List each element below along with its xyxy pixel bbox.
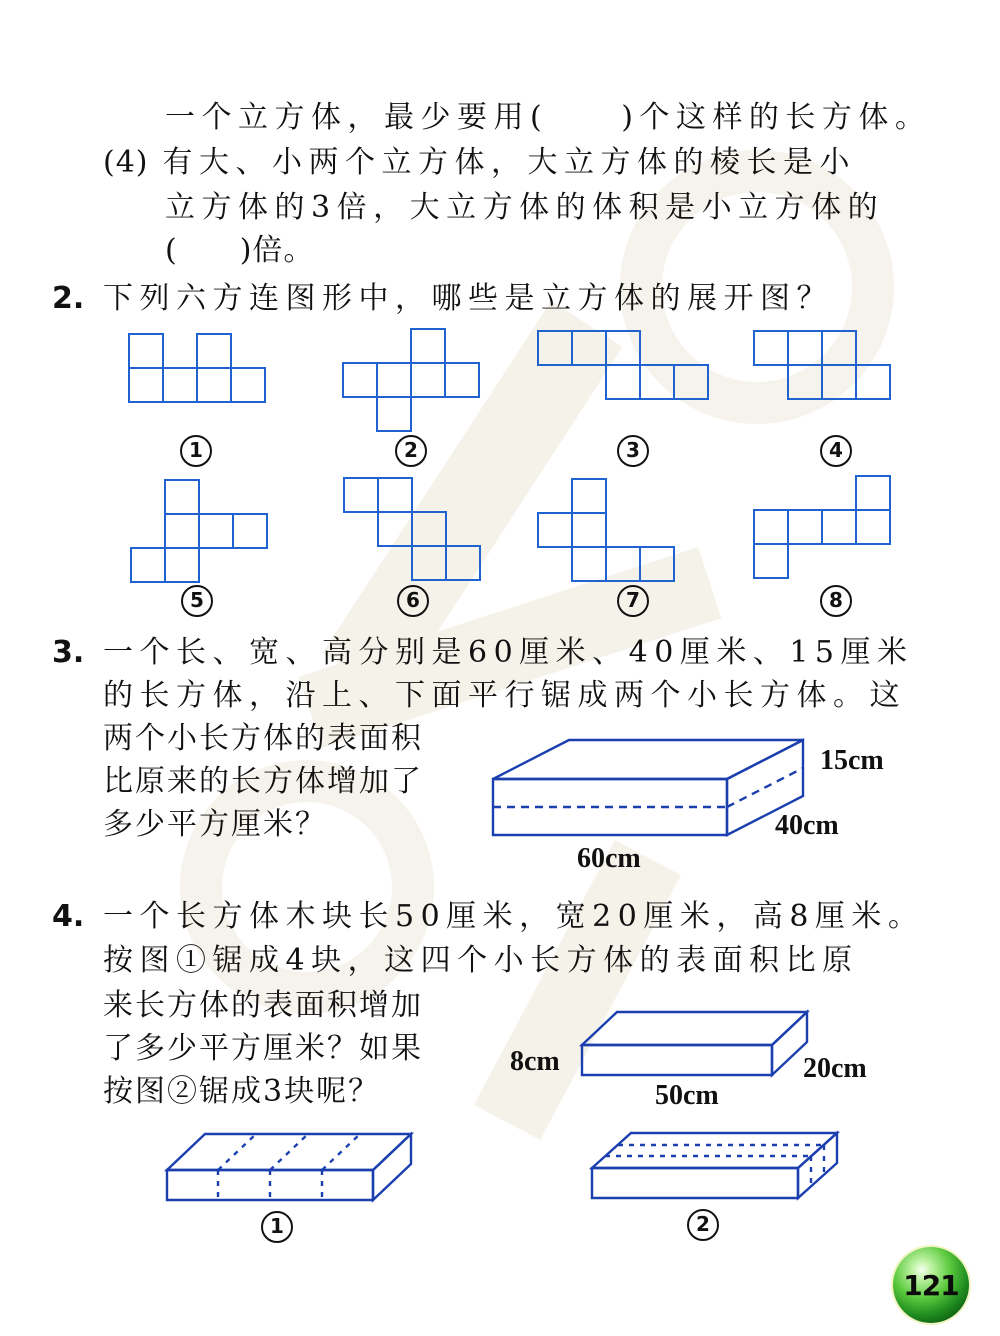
- question-4-line: 按图①锯成4块，这四个小长方体的表面积比原: [103, 943, 859, 978]
- net-cell: [639, 364, 675, 400]
- net-4-label: 4: [820, 435, 852, 467]
- net-cell: [821, 509, 857, 545]
- question-3-line: 比原来的长方体增加了: [103, 764, 423, 799]
- height-dim-label: 15cm: [820, 745, 884, 776]
- net-cell: [411, 545, 447, 581]
- item-4-label: (4): [103, 145, 149, 180]
- question-3-line: 一个长、宽、高分别是60厘米、40厘米、15厘米: [103, 635, 914, 670]
- net-cell: [753, 330, 789, 366]
- page-number: 121: [903, 1268, 959, 1302]
- net-cell: [605, 330, 641, 366]
- net-cell: [130, 547, 166, 583]
- question-3-number: 3.: [52, 635, 85, 670]
- net-cell: [639, 546, 675, 582]
- net-cell: [571, 512, 607, 548]
- question-4-number: 4.: [52, 899, 85, 934]
- intro-item-4: [103, 143, 856, 183]
- net-cell: [196, 333, 232, 369]
- page-number-badge: [893, 1247, 969, 1323]
- net-2-label: 2: [395, 435, 427, 467]
- cut-figure-2-label: 2: [687, 1209, 719, 1241]
- net-cell: [537, 330, 573, 366]
- question-3-line: 的长方体，沿上、下面平行锯成两个小长方体。这: [103, 678, 906, 713]
- net-cell: [445, 545, 481, 581]
- net-cell: [673, 364, 709, 400]
- net-cell: [376, 362, 412, 398]
- net-cell: [128, 367, 164, 403]
- net-cell: [128, 333, 164, 369]
- net-cell: [821, 330, 857, 366]
- cut-figure-1-label: 1: [261, 1211, 293, 1243]
- item-4-text: 有大、小两个立方体，大立方体的棱长是小: [162, 145, 856, 180]
- net-cell: [605, 364, 641, 400]
- question-3-line: 两个小长方体的表面积: [103, 721, 423, 756]
- net-5-label: 5: [181, 585, 213, 617]
- intro-line: 立方体的3倍，大立方体的体积是小立方体的: [165, 190, 885, 225]
- net-cell: [571, 330, 607, 366]
- net-cell: [410, 328, 446, 364]
- net-cell: [198, 513, 234, 549]
- cuboid-cut-drawing: [580, 1115, 910, 1215]
- intro-line: 一个立方体，最少要用( )个这样的长方体。: [165, 100, 932, 135]
- width-dim-label: 40cm: [775, 810, 839, 841]
- height-dim-label: 8cm: [510, 1046, 560, 1077]
- net-cell: [753, 543, 789, 579]
- net-cell: [230, 367, 266, 403]
- intro-line: ( )倍。: [165, 233, 315, 268]
- net-3-label: 3: [617, 435, 649, 467]
- net-cell: [787, 509, 823, 545]
- length-dim-label: 60cm: [577, 843, 641, 874]
- question-2-prompt: 下列六方连图形中，哪些是立方体的展开图？: [103, 281, 833, 316]
- length-dim-label: 50cm: [655, 1080, 719, 1111]
- net-cell: [605, 546, 641, 582]
- cuboid-cut-drawing: [130, 1115, 460, 1215]
- net-cell: [232, 513, 268, 549]
- net-cell: [411, 511, 447, 547]
- net-cell: [787, 364, 823, 400]
- net-cell: [196, 367, 232, 403]
- cut-figure-1: [130, 1115, 460, 1215]
- net-cell: [571, 546, 607, 582]
- net-cell: [164, 513, 200, 549]
- net-cell: [787, 330, 823, 366]
- question-4-box-figure: [505, 1000, 895, 1115]
- question-3-line: 多少平方厘米？: [103, 807, 327, 842]
- net-cell: [343, 477, 379, 513]
- net-cell: [821, 364, 857, 400]
- net-6-label: 6: [397, 585, 429, 617]
- net-cell: [444, 362, 480, 398]
- net-cell: [855, 475, 891, 511]
- net-cell: [377, 477, 413, 513]
- net-1-label: 1: [180, 435, 212, 467]
- net-cell: [376, 396, 412, 432]
- question-4-line: 按图②锯成3块呢？: [103, 1074, 381, 1109]
- net-cell: [571, 478, 607, 514]
- question-4-line: 来长方体的表面积增加: [103, 988, 423, 1023]
- net-cell: [162, 367, 198, 403]
- question-4-line: 一个长方体木块长50厘米，宽20厘米，高8厘米。: [103, 899, 925, 934]
- cut-figure-2: [580, 1115, 910, 1215]
- net-cell: [855, 364, 891, 400]
- net-cell: [410, 362, 446, 398]
- width-dim-label: 20cm: [803, 1053, 867, 1084]
- net-cell: [164, 479, 200, 515]
- question-2-number: 2.: [52, 281, 85, 316]
- net-8-label: 8: [820, 585, 852, 617]
- net-cell: [537, 512, 573, 548]
- net-cell: [753, 509, 789, 545]
- net-cell: [855, 509, 891, 545]
- net-cell: [377, 511, 413, 547]
- net-cell: [164, 547, 200, 583]
- question-4-line: 了多少平方厘米？如果: [103, 1031, 423, 1066]
- question-3-box-figure: [455, 725, 900, 880]
- net-cell: [342, 362, 378, 398]
- net-7-label: 7: [617, 585, 649, 617]
